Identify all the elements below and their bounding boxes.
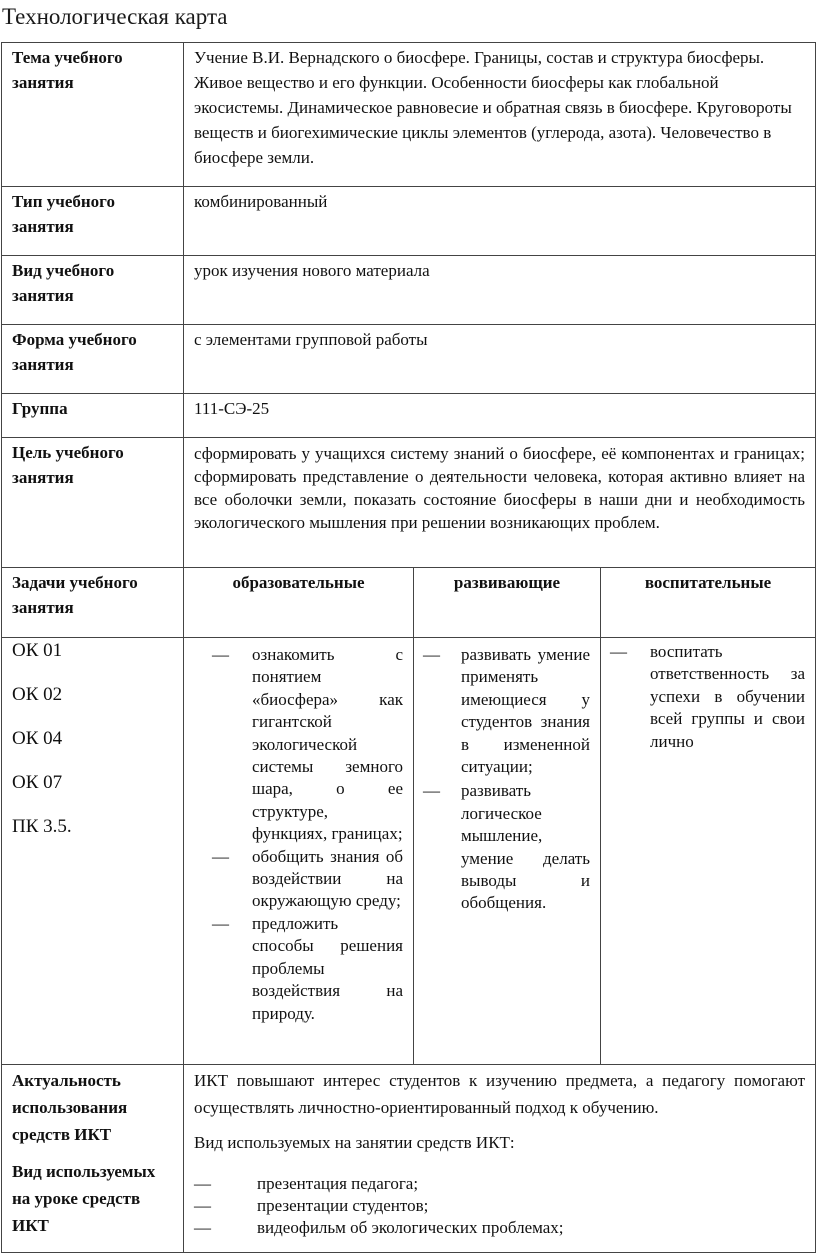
competency-item: ОК 02	[12, 684, 63, 705]
goal-label: Цель учебного занятия	[2, 438, 184, 568]
list-item: — предложить способы решения проблемы воздействия на природу.	[212, 913, 403, 1025]
developmental-tasks	[414, 638, 601, 1065]
topic-value: Учение В.И. Вернадского о биосфере. Границы, состав и структура биосферы. Живое вещество и его функции. Особенности биосферы как глобальной экосистемы. Динамическое равновесие и обратная связь в биосфере. Круговороты веществ и биогехимические циклы элементов (углерода, азота). Человечество в биосфере земли.	[184, 43, 816, 187]
dash-bullet-icon: —	[212, 645, 229, 664]
dash-bullet-icon: —	[194, 1218, 211, 1237]
ict-paragraph: ИКТ повышают интерес студентов к изучению предмета, а педагогу помогают осуществлять личностно-ориентированный подход к обучению.	[194, 1071, 805, 1117]
tasks-header-developmental: развивающие	[414, 568, 601, 638]
row-goal	[2, 438, 816, 568]
document-title: Технологическая карта	[2, 4, 228, 29]
competency-item: ОК 01	[12, 640, 63, 661]
list-item: — презентация педагога;	[194, 1174, 419, 1193]
form-label: Форма учебного занятия	[2, 325, 184, 394]
ict-labels	[2, 1065, 184, 1253]
list-item: — воспитать ответственность за успехи в обучении всей группы и свои лично	[610, 641, 805, 753]
row-type	[2, 187, 816, 256]
dash-bullet-icon: —	[194, 1174, 211, 1193]
row-group	[2, 394, 816, 438]
topic-label: Тема учебного занятия	[2, 43, 184, 187]
list-item: — презентации студентов;	[194, 1196, 429, 1215]
list-item: — ознакомить с понятием «биосфера» как гигантской экологической системы земного шара, о ее структуре, функциях, границах;	[212, 644, 403, 846]
dash-bullet-icon: —	[423, 781, 440, 801]
tasks-header-educational: образовательные	[184, 568, 414, 638]
competency-item: ОК 07	[12, 772, 63, 793]
list-item: — видеофильм об экологических проблемах;	[194, 1218, 564, 1237]
type-label: Тип учебного занятия	[2, 187, 184, 256]
list-item: — обобщить знания об воздействии на окружающую среду;	[212, 846, 403, 913]
technology-card-table	[1, 42, 816, 1253]
ict-list-intro: Вид используемых на занятии средств ИКТ:	[194, 1133, 515, 1152]
dash-bullet-icon: —	[194, 1196, 211, 1215]
row-kind	[2, 256, 816, 325]
kind-label: Вид учебного занятия	[2, 256, 184, 325]
row-topic	[2, 43, 816, 187]
educational-tasks	[184, 638, 414, 1065]
row-ict	[2, 1065, 816, 1253]
competency-item: ОК 04	[12, 728, 63, 749]
list-item: — развивать логическое мышление, умение делать выводы и обобщения.	[423, 780, 590, 914]
row-form	[2, 325, 816, 394]
tasks-header-upbringing: воспитательные	[601, 568, 816, 638]
list-item: — развивать умение применять имеющиеся у студентов знания в измененной ситуации;	[423, 644, 590, 778]
group-label: Группа	[2, 394, 184, 438]
ict-types-label: Вид используемых на уроке средств ИКТ	[12, 1162, 156, 1235]
dash-bullet-icon: —	[212, 913, 229, 933]
group-value: 111-СЭ-25	[184, 394, 816, 438]
ict-content	[184, 1065, 816, 1253]
dash-bullet-icon: —	[423, 645, 440, 664]
ict-list	[194, 1173, 805, 1239]
row-tasks-header	[2, 568, 816, 638]
type-value: комбинированный	[184, 187, 816, 256]
upbringing-tasks	[601, 638, 816, 1065]
competency-list	[2, 638, 184, 1065]
goal-value: сформировать у учащихся систему знаний о биосфере, её компонентах и границах; сформировать представление о деятельности человека, которая активно влияет на все оболочки земли, показать состояние биосферы в наши дни и необходимость экологического мышления при решении возникающих проблем.	[184, 438, 816, 568]
dash-bullet-icon: —	[610, 642, 627, 661]
row-tasks-content	[2, 638, 816, 1065]
ict-relevance-label: Актуальность использования средств ИКТ	[12, 1071, 128, 1144]
dash-bullet-icon: —	[212, 846, 229, 866]
form-value: с элементами групповой работы	[184, 325, 816, 394]
tasks-label: Задачи учебного занятия	[2, 568, 184, 638]
competency-item: ПК 3.5.	[12, 816, 72, 837]
kind-value: урок изучения нового материала	[184, 256, 816, 325]
